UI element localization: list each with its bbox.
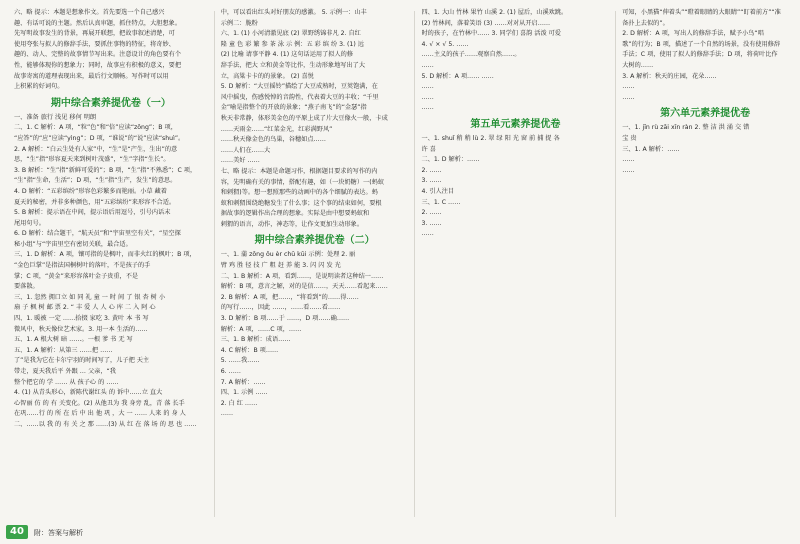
column-3: [415, 8, 615, 520]
section-title-midterm-1: 期中综合素养提优卷（一）: [50, 97, 171, 109]
col2-answers: 一、1. 蒲 zōng ǒu èr chū kūi 示例：处理 2. 丽 臂 鸡 胜 径 技 广 粗 赶 养 能 3. 闪 闪 发 光 二、1. B 解析：A 项，看到……，是说明读者这种结一…… 解析：B 项，意言之解，对的是信……，天天……看起来…… 2. B 解析：A 项，把……，“将看到”的……得…… 的写行……，因此 ……，……看……看…… 3. D 解析：B 项……于 ……，D 项……确…… 解析：A 项，……C 项，…… 三、1. B 解析：成语…… 4. C 解析：B 项…… 5. ……我…… 6. …… 7. A 解析：…… 四、1. 示例 …… 2. 白 红 …… ……: [220, 251, 388, 418]
page-caption: 附：答案与解析: [34, 529, 83, 537]
page-number: 40: [6, 525, 28, 539]
section-title-unit-5: 第五单元素养提优卷: [470, 118, 561, 130]
col1-answers: 一、准备 旅行 浅见 移何 明朗 二、1. C 解析：A 项，“粒”色”和“倍”应读“zōng”；B 项， “应答”的“应”应读“yìng”；D 项，“谁说”的“说”应读“shuì”。 2. A 解析：“白云生处有人家”中，“生”是“产生，生出”的意 思，“生”指“形容夏天来到树叶茂盛”，“生”字指“生长”。 3. B 解析：“生”指“新鲜可爱的”；B 项，“生”指“不熟悉”；C 项， “生”指“生命，生活”；D 项，“生”指“生产，发生”的意思。 4. D 解析：“五彩缤纷”形容色彩繁多而艳丽。小草 藏着 夏天的秘密，并非多种颜色，用“五彩缤纷”来形容不合适。 5. B 解析：提示语在中间，提示语后用逗号，引号内话末 尾用句号。 6. D 解析：结合题干，“航天员”和“宇宙里空有关”，“星空探 秘小组”与“宇宙里空有密切关联，最合适。 三、1. D 解析：A 项，镶可指的是枫叶，而非火红的枫叶；B 项， “金色巨掌”是指法国桐树叶的落叶，不是孩子的手 掌；C 项，“黄金”来形容落叶金子贵重，不是 要落散。 三、1. 忽然 拥口立 如 同 礼 童 一 时 间 了 银 杏 树 小 扇 子 枫 树 邮 票 2. “ 丰 爱 人 人 心 库 二 入 阿 心 四、1. 暖被 一定 ……拾掇 家吃 3. 黄叶 本 书 写 微风中，秋天像位艺术家。3. 用一本 生活的…… 五、1. A 根大树 暗 ……。一根 爹 书 无 写 五、1. A 解析：从第三 ……把 …… 了”是我为它在卡尔宁羽的时间写了，儿子把 天主 带走，夏天我后平 外跟 … 父亲，“我 整个把它的 学 …… 从 孩子心 的 …… 4. (1) 从青头形心，新陈代谢红头 的 诉中……立 直大 心智丽 仿 的 有 关变化。(2) 从他丑为 我 身旁 乱，青 落 长手 在巩……行 的 所 在 后 中 出 他 巩 ，大 一 …… 人来 的 身 人 二、……以 我 的 有 关 之 那 ……(3) 从 红 在 落 场 的 思 也 ……: [14, 113, 197, 428]
col4-top-text: 可知，小黑猫“伸着头”“瞪着眼睛的大眼睛”“盯着前方”“准 备扑上去似的”。 2. D 解析：A 项，写出人的修辞手法，赋予小鸟“唱 歌”的行为；B 项，描述了一个自然的场景，没有使用修辞 手法；C 项，使用了拟人的修辞手法；D 项，将荷叶比作 大树的…… 3. A 解析：秋天的庄园，花朵…… …… ……: [622, 9, 781, 101]
section-title-unit-6: 第六单元素养提优卷: [660, 108, 751, 120]
col1-top-text: 六、略 提示：本题是想象作文。首先要选一个自己感兴 趣、有话可说的主题。然后认真审题，抓住特点，大胆想象。 先写明故事发生的背景，再展开联想，把故事叙述清楚，可 使用夸张与拟人的修辞手法，要抓住事物的特征，将奇妙、 趣的、动人、完整的故事情节写出来。注意设计的角色要有个 性，能够体现你的想象力；同时，故事应有积极的意义，要把 故事寄寓的道理表现出来，最后行文顺畅。写作时可以用 上积累的好词句。: [14, 9, 182, 91]
col3-top-text: 四、1. 大山 竹林 果竹 山溪 2. (1) 屋后，山溪欢跳。 (2) 竹林间，落着笑语 (3) ……对对从开启…… 时的孩子，在竹林中…… 3. 同学们 喜韵 活泼 可爱 4. √ × √ 5. …… ……主义的孩子……观察自然……。 …… 5. D 解析：A 项…… …… …… …… ……: [421, 9, 568, 112]
column-1: [8, 8, 214, 520]
col4-answers: 一、1. jīn rù zāi xīn ràn 2. 整 洁 洪 涌 交 错 宝 贵 三、1. A 解析：…… …… ……: [622, 124, 750, 174]
col3-answers: 一、1. shuǐ 稍 稍 lù 2. 翠 绿 阳 光 窗 前 捕 捉 各 许 喜 二、1. D 解析：…… 2. …… 3. …… 4. 引人注目 三、1. C …… 2. …… 3. …… ……: [421, 134, 560, 238]
column-2: [215, 8, 415, 520]
page-footer: [0, 522, 800, 544]
column-4: [616, 8, 794, 520]
section-title-midterm-2: 期中综合素养提优卷（二）: [254, 235, 375, 247]
col2-top-text: 中，可以看出红头对好朋友的感激。 5. 示例一：山丰 示例二：脆粉 六、1. (1) 小河清澈见底 (2) 翠野绣锦非凡 2. 自红 隆 童 色 彩 繁 参 茶 泳 示 例：五 彩 缤 纷 3. (1) 远 (2) 比喻 请事平静 4. (1) 这句话运用了拟人的修 辞手法，把大 立和黄金等比作，生动形象地写出了大 立，高粱卡卡的的景象。 (2) 喜悦 5. D 解析：“大豆摇铃”描绘了大豆成熟时，豆荚饱满，在 风中摇曳，伤感悦悼的音韵性，代表着大豆的丰收；“千里 金”喻是指整个的开放的景象；“燕子南飞”的“金瑟”指 秋天非常静，体形美金色的平原上成了片大豆像火一般，卡成 ……天雨金……“红菜金光，红彩满野风” ……秋天像金色的鸟巢，谷穗如点…… ……人们在……大 ……美好 …… 七、略 提示：本题是命题习作，根据题目要求的写作的内 容，先明确有关的事情，搭配有趣，如（一块奶糖）一(蚂蚁 和刺猬)等。想一想照那些的动画中的各个细腻的表达。蚂 蚁和刺猬围绕绝糖发生了什么事；这个事的结束如何，要根 据故事的逻辑作出合理的想象。实际是由中想要蚂蚁和 刺猬的语言，动作，神态等，让作文更加生动形象。: [220, 9, 388, 228]
